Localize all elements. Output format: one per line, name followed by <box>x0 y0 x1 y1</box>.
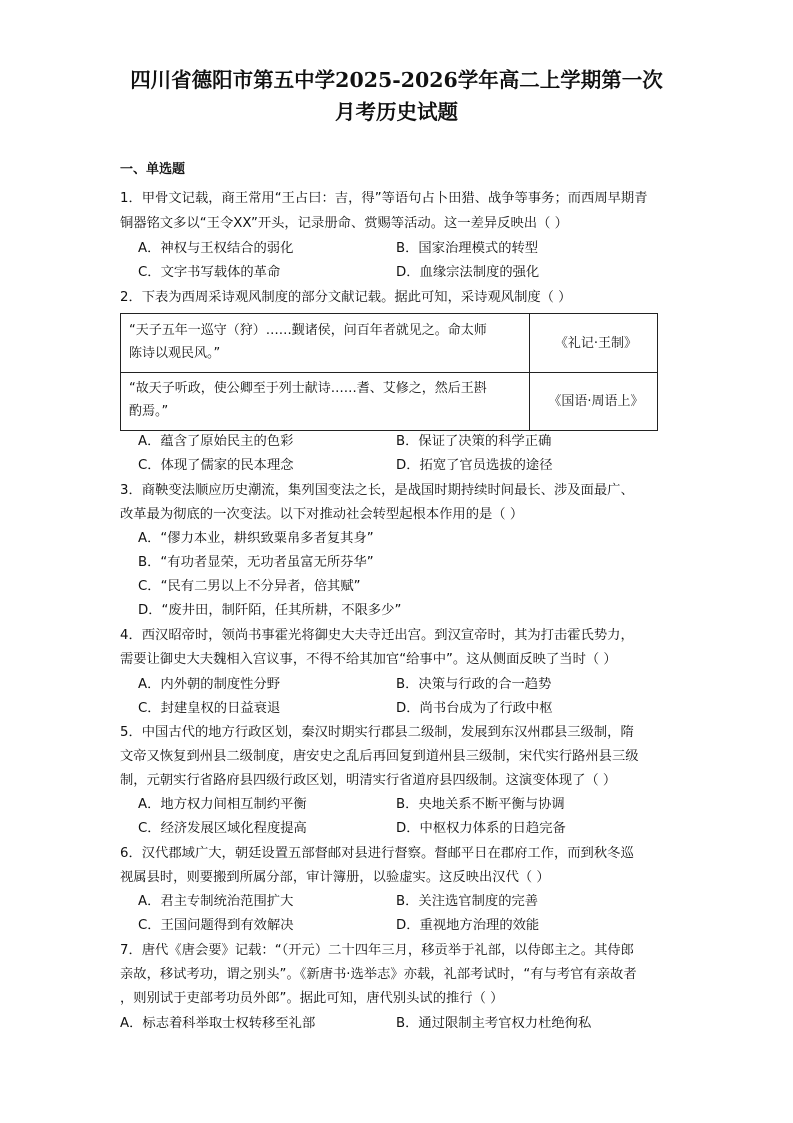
q1-option-d[interactable]: D．血缘宗法制度的强化 <box>396 265 540 280</box>
q2-option-d[interactable]: D．拓宽了官员选拔的途径 <box>396 458 553 473</box>
q7-option-b[interactable]: B．通过限制主考官权力杜绝徇私 <box>396 1016 592 1031</box>
q2-option-b[interactable]: B．保证了决策的科学正确 <box>396 434 552 449</box>
q3-stem-line-1: 3．商鞅变法顺应历史潮流，集列国变法之长，是战国时期持续时间最长、涉及面最广、 <box>120 483 634 498</box>
title-line-1: 四川省德阳市第五中学2025-2026学年高二上学期第一次 <box>130 68 663 92</box>
source-table <box>120 313 658 431</box>
q5-option-b[interactable]: B．央地关系不断平衡与协调 <box>396 797 565 812</box>
q2-stem-line-1: 2．下表为西周采诗观风制度的部分文献记载。据此可知，采诗观风制度（ ） <box>120 290 572 305</box>
q4-stem-line-2: 需要让御史大夫魏相入宫议事，不得不给其加官“给事中”。这从侧面反映了当时（ ） <box>120 652 617 667</box>
q6-option-a[interactable]: A．君主专制统治范围扩大 <box>138 894 294 909</box>
q1-stem-line-1: 1．甲骨文记载，商王常用“王占曰：吉，得”等语句占卜田猎、战争等事务；而西周早期青 <box>120 191 648 206</box>
table-cell-source: 《礼记·王制》 <box>554 336 638 351</box>
q3-option-a[interactable]: A．“僇力本业，耕织致粟帛多者复其身” <box>138 531 374 546</box>
q5-stem-line-1: 5．中国古代的地方行政区划，秦汉时期实行郡县二级制，发展到东汉州郡县三级制，隋 <box>120 725 634 740</box>
table-row <box>121 372 657 430</box>
q7-stem-line-2: 亲故，移试考功，谓之别头”。《新唐书·选举志》亦载，礼部考试时，“有与考官有亲故者 <box>120 967 637 982</box>
q5-option-a[interactable]: A．地方权力间相互制约平衡 <box>138 797 307 812</box>
table-cell-quote-line: “故天子听政，使公卿至于列士献诗……耆、艾修之，然后王斟 <box>129 381 487 396</box>
q3-option-c[interactable]: C．“民有二男以上不分异者，倍其赋” <box>138 579 361 594</box>
q1-stem-line-2: 铜器铭文多以“王令XX”开头，记录册命、赏赐等活动。这一差异反映出（ ） <box>120 216 568 231</box>
q1-option-b[interactable]: B．国家治理模式的转型 <box>396 241 539 256</box>
page-title <box>100 64 693 128</box>
section-heading: 一、单选题 <box>120 162 186 177</box>
q4-option-a[interactable]: A．内外朝的制度性分野 <box>138 677 281 692</box>
q6-option-c[interactable]: C．王国问题得到有效解决 <box>138 918 294 933</box>
q3-stem-line-2: 改革最为彻底的一次变法。以下对推动社会转型起根本作用的是（ ） <box>120 507 524 522</box>
q4-option-b[interactable]: B．决策与行政的合一趋势 <box>396 677 552 692</box>
q6-stem-line-1: 6．汉代郡域广大，朝廷设置五部督邮对县进行督察。督邮平日在郡府工作，而到秋冬巡 <box>120 846 634 861</box>
title-line-2: 月考历史试题 <box>335 100 458 124</box>
q6-option-b[interactable]: B．关注选官制度的完善 <box>396 894 539 909</box>
q7-option-a[interactable]: A．标志着科举取士权转移至礼部 <box>120 1016 316 1031</box>
q4-stem-line-1: 4．西汉昭帝时，领尚书事霍光将御史大夫寺迁出宫。到汉宣帝时，其为打击霍氏势力， <box>120 628 634 643</box>
q6-stem-line-2: 视属县时，则要搬到所属分部，审计簿册，以验虚实。这反映出汉代（ ） <box>120 870 550 885</box>
q7-stem-line-1: 7．唐代《唐会要》记载：“（开元）二十四年三月，移贡举于礼部，以侍郎主之。其侍郎 <box>120 943 634 958</box>
table-cell-quote-line: 陈诗以观民风。” <box>129 346 221 361</box>
q6-option-d[interactable]: D．重视地方治理的效能 <box>396 918 540 933</box>
q4-option-d[interactable]: D．尚书台成为了行政中枢 <box>396 701 553 716</box>
table-cell-source: 《国语·周语上》 <box>548 394 644 409</box>
q2-option-a[interactable]: A．蕴含了原始民主的色彩 <box>138 434 294 449</box>
q1-option-a[interactable]: A．神权与王权结合的弱化 <box>138 241 294 256</box>
q1-option-c[interactable]: C．文字书写载体的革命 <box>138 265 281 280</box>
q5-option-c[interactable]: C．经济发展区域化程度提高 <box>138 821 307 836</box>
table-cell-quote-line: “天子五年一巡守（狩）……觐诸侯，问百年者就见之。命太师 <box>129 323 487 338</box>
q4-option-c[interactable]: C．封建皇权的日益衰退 <box>138 701 281 716</box>
table-row <box>121 314 657 373</box>
q5-stem-line-3: 制，元朝实行省路府县四级行政区划，明清实行省道府县四级制。这演变体现了（ ） <box>120 773 617 788</box>
q2-option-c[interactable]: C．体现了儒家的民本理念 <box>138 458 294 473</box>
q3-option-b[interactable]: B．“有功者显荣，无功者虽富无所芬华” <box>138 555 374 570</box>
q5-option-d[interactable]: D．中枢权力体系的日趋完备 <box>396 821 566 836</box>
q3-option-d[interactable]: D．“废井田，制阡陌，任其所耕，不限多少” <box>138 603 402 618</box>
q7-stem-line-3: ，则别试于吏部考功员外郎”。据此可知，唐代别头试的推行（ ） <box>120 991 504 1006</box>
q5-stem-line-2: 文帝又恢复到州县二级制度，唐安史之乱后再回复到道州县三级制，宋代实行路州县三级 <box>120 749 639 764</box>
table-cell-quote-line: 酌焉。” <box>129 404 169 419</box>
